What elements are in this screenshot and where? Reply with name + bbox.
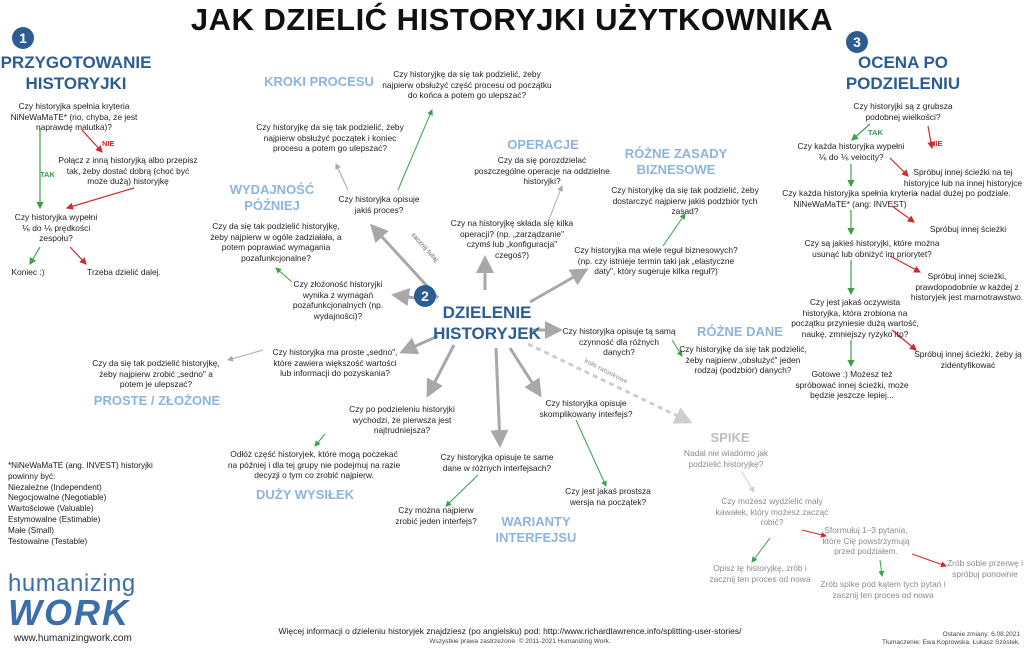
section-3-heading-line2: PODZIELENIU <box>845 74 961 93</box>
section-2-number: 2 <box>414 285 436 307</box>
lifeline-label: koło ratunkowe <box>583 357 629 386</box>
center-heading <box>432 302 542 344</box>
spike-question: Nadal nie wiadomo jak podzielić historyjkę? <box>683 448 769 469</box>
data-split: Czy historyjkę da się tak podzielić, żeby najpierw „obsłużyć" jeden rodzaj (podzbiór) danych? <box>679 344 807 376</box>
process-split-begin-end: Czy historyjkę da się tak podzielić, żeby najpierw obsłużyć początek i koniec procesu a potem go ulepszać? <box>256 122 404 154</box>
interface-simpler-version: Czy jest jakaś prostsza wersja na początek? <box>565 486 651 507</box>
category-business-rules <box>620 146 732 178</box>
effort-note: Odłóż część historyjek, które mogą poczekać na później i dla tej grupy nie podejmuj na razie decyzji o tym co zrobić najpierw. <box>227 449 401 481</box>
performance-line2: PÓŹNIEJ <box>244 198 300 213</box>
business-rules-split: Czy historyjkę da się tak podzielić, żeby dostarczyć najpierw jakiś podzbiór tych zasad? <box>611 185 759 217</box>
spike-take-break: Zrób sobie przerwę i spróbuj ponownie <box>947 558 1023 579</box>
business-rules-line2: BIZNESOWE <box>636 162 716 177</box>
legend-item: Negocjowalne (Negotiable) <box>8 493 107 503</box>
center-heading-line2: HISTORYJEK <box>433 324 541 343</box>
simple-question: Czy historyjka ma proste „sedno", które zawiera większość wartości lub informacji do pozyskania? <box>272 347 398 379</box>
legend-item: Wartościowe (Valuable) <box>8 504 94 514</box>
start-here-label: zacznij tutaj <box>409 231 440 264</box>
category-operations: OPERACJE <box>507 137 579 152</box>
spike-small-piece: Czy możesz wydzielić mały kawałek, który możesz zacząć robić? <box>715 496 829 528</box>
s1-yes-label: TAK <box>40 170 55 179</box>
legend-item: Małe (Small) <box>8 525 54 535</box>
s3-no-label: NIE <box>930 139 943 148</box>
section-1-heading <box>0 52 152 94</box>
spike-formulate-questions: Sformułuj 1–3 pytania, które Cię powstrzymują przed podziałem. <box>822 525 910 557</box>
section-3-number: 3 <box>846 31 868 53</box>
s1-split-more: Trzeba dzielić dalej. <box>87 267 161 277</box>
spike-describe-restart: Opisz tę historyjkę, zrób i zacznij ten proces od nowa <box>709 563 811 584</box>
business-rules-question: Czy historyjka ma wiele reguł biznesowych? (np. czy istnieje termin taki jak „elastyczne daty", który sugeruje kilka reguł?) <box>574 245 738 277</box>
interface-data-question: Czy historyjka opisuje te same dane w różnych interfejsach? <box>440 452 554 473</box>
s3-invest-question: Czy każda historyjka spełnia kryteria NiNeWaMaTE* (ang: INVEST) <box>782 188 918 209</box>
logo-line1: humanizing <box>8 570 136 597</box>
logo <box>8 570 136 634</box>
data-question: Czy historyjka opisuje tą samą czynność dla różnych danych? <box>562 326 676 358</box>
footer-rights: Wszystkie prawa zastrzeżone. © 2011-2021 Humanizing Work. <box>429 638 611 645</box>
simple-split: Czy da się tak podzielić historyjkę, żeby najpierw zrobić „sedno" a potem je ulepszać? <box>92 358 220 390</box>
section-1-heading-line2: HISTORYJKI <box>25 74 127 93</box>
operations-question: Czy na historyjkę składa się kilka operacji? (np. „zarządzanie" czymś lub „konfiguracja" czegoś?) <box>450 218 574 260</box>
section-3-heading-line1: OCENA PO <box>857 53 949 72</box>
category-interface-variants <box>486 514 586 546</box>
s3-waste-note: Spróbuj innej ścieżki, prawdopodobnie w każdej z historyjek jest marnotrawstwo. <box>910 271 1024 303</box>
s3-try-other-path-2: Spróbuj innej ścieżki <box>929 224 1007 234</box>
s1-end: Koniec :) <box>11 267 45 277</box>
category-performance-later <box>222 182 322 214</box>
performance-split: Czy da się tak podzielić historyjkę, żeby najpierw w ogóle zadziałała, a potem poprawiać wymagania pozafunkcjonalne? <box>210 221 342 263</box>
s3-obvious-question: Czy jest jakaś oczywista historyjka, która zrobiona na początku przyniesie dużą wartość, naukę, zmniejszy ryzyko itp? <box>791 297 919 339</box>
interface-one-first: Czy można najpierw zrobić jeden interfejs? <box>395 505 477 526</box>
category-major-effort: DUŻY WYSIŁEK <box>256 487 354 502</box>
operations-split: Czy da się porozdzielać poszczególne operacje na oddzielne historyjki? <box>474 155 610 187</box>
center-heading-line1: DZIELENIE <box>442 303 532 322</box>
legend-item: Testowalne (Testable) <box>8 536 88 546</box>
spike-do-spike: Zrób spike pod kątem tych pytań i zacznij ten proces od nowa <box>820 579 946 600</box>
section-1-number: 1 <box>12 27 34 49</box>
s3-velocity-question: Czy każda historyjka wypełni ⅙ do ⅙ velocity? <box>797 141 905 162</box>
legend-item: Niezależne (Independent) <box>8 482 102 492</box>
s1-question-invest: Czy historyjka spełnia kryteria NiNeWaMaTE* (no, chyba, że jest naprawdę malutka)? <box>10 101 138 133</box>
s3-remove-question: Czy są jakieś historyjki, które można usunąć lub obniżyć im priorytet? <box>804 238 940 259</box>
s1-no-label: NIE <box>102 139 115 148</box>
s3-yes-label: TAK <box>868 128 883 137</box>
s1-question-velocity: Czy historyjka wypełni ⅙ do ⅙ prędkości zespołu? <box>14 212 98 244</box>
s3-done: Gotowe :) Możesz też spróbować innej ścieżki, może będzie jeszcze lepiej... <box>795 369 909 401</box>
section-3-heading <box>838 52 968 94</box>
legend-title: *NiNeWaMaTE (ang. INVEST) historyjki powinny być: <box>8 461 153 481</box>
category-process-steps: KROKI PROCESU <box>264 74 374 89</box>
s3-try-other-path: Spróbuj innej ścieżki na tej historyjce lub na innej historyjce - nadal dużej po podziale. <box>903 167 1023 199</box>
footer-more-info[interactable]: Więcej informacji o dzieleniu historyjek znajdziesz (po angielsku) pod: http://www.richardlawrence.info/splitting-user-stories/ <box>278 626 742 636</box>
process-question: Czy historyjka opisuje jakiś proces? <box>338 194 420 215</box>
s1-merge-note: Połącz z inną historyjką albo przepisz tak, żeby dostać dobrą (choć być może dużą) historyjkę <box>58 155 198 187</box>
s3-similar-size: Czy historyjki są z grubsza podobnej wielkości? <box>853 101 953 122</box>
process-split-part: Czy historyjkę da się tak podzielić, żeby najpierw obsłużyć część procesu od początku do końca a potem go ulepszać? <box>382 69 552 101</box>
footer-updated: Ostanie zmiany: 6.08.2021 <box>942 631 1020 638</box>
performance-line1: WYDAJNOŚĆ <box>229 182 315 197</box>
s3-identify-note: Spróbuj innej ścieżki, żeby ją zidentyfikować <box>914 349 1022 370</box>
performance-question: Czy złożoność historyjki wynika z wymagań pozafunkcjonalnych (np. wydajności)? <box>292 279 384 321</box>
invest-legend <box>8 461 158 547</box>
interface-line1: WARIANTY <box>501 514 571 529</box>
interface-line2: INTERFEJSU <box>495 530 577 545</box>
logo-line2: WORK <box>8 592 130 633</box>
legend-item: Estymowalne (Estimable) <box>8 514 101 524</box>
effort-question: Czy po podzieleniu historyjki wychodzi, że pierwsza jest najtrudniejsza? <box>349 404 455 436</box>
category-spike: SPIKE <box>710 430 750 445</box>
category-simple-complex: PROSTE / ZŁOŻONE <box>93 393 221 408</box>
logo-url[interactable]: www.humanizingwork.com <box>14 633 132 644</box>
interface-complex-question: Czy historyjka opisuje skomplikowany interfejs? <box>539 398 633 419</box>
footer-translation: Tłumaczenie: Ewa Koprowska, Łukasz Szóstek. <box>881 639 1020 646</box>
category-different-data: RÓŻNE DANE <box>697 324 783 339</box>
business-rules-line1: RÓŻNE ZASADY <box>624 146 728 161</box>
section-1-heading-line1: PRZYGOTOWANIE <box>0 53 152 72</box>
page-title: JAK DZIELIĆ HISTORYJKI UŻYTKOWNIKA <box>190 2 834 37</box>
